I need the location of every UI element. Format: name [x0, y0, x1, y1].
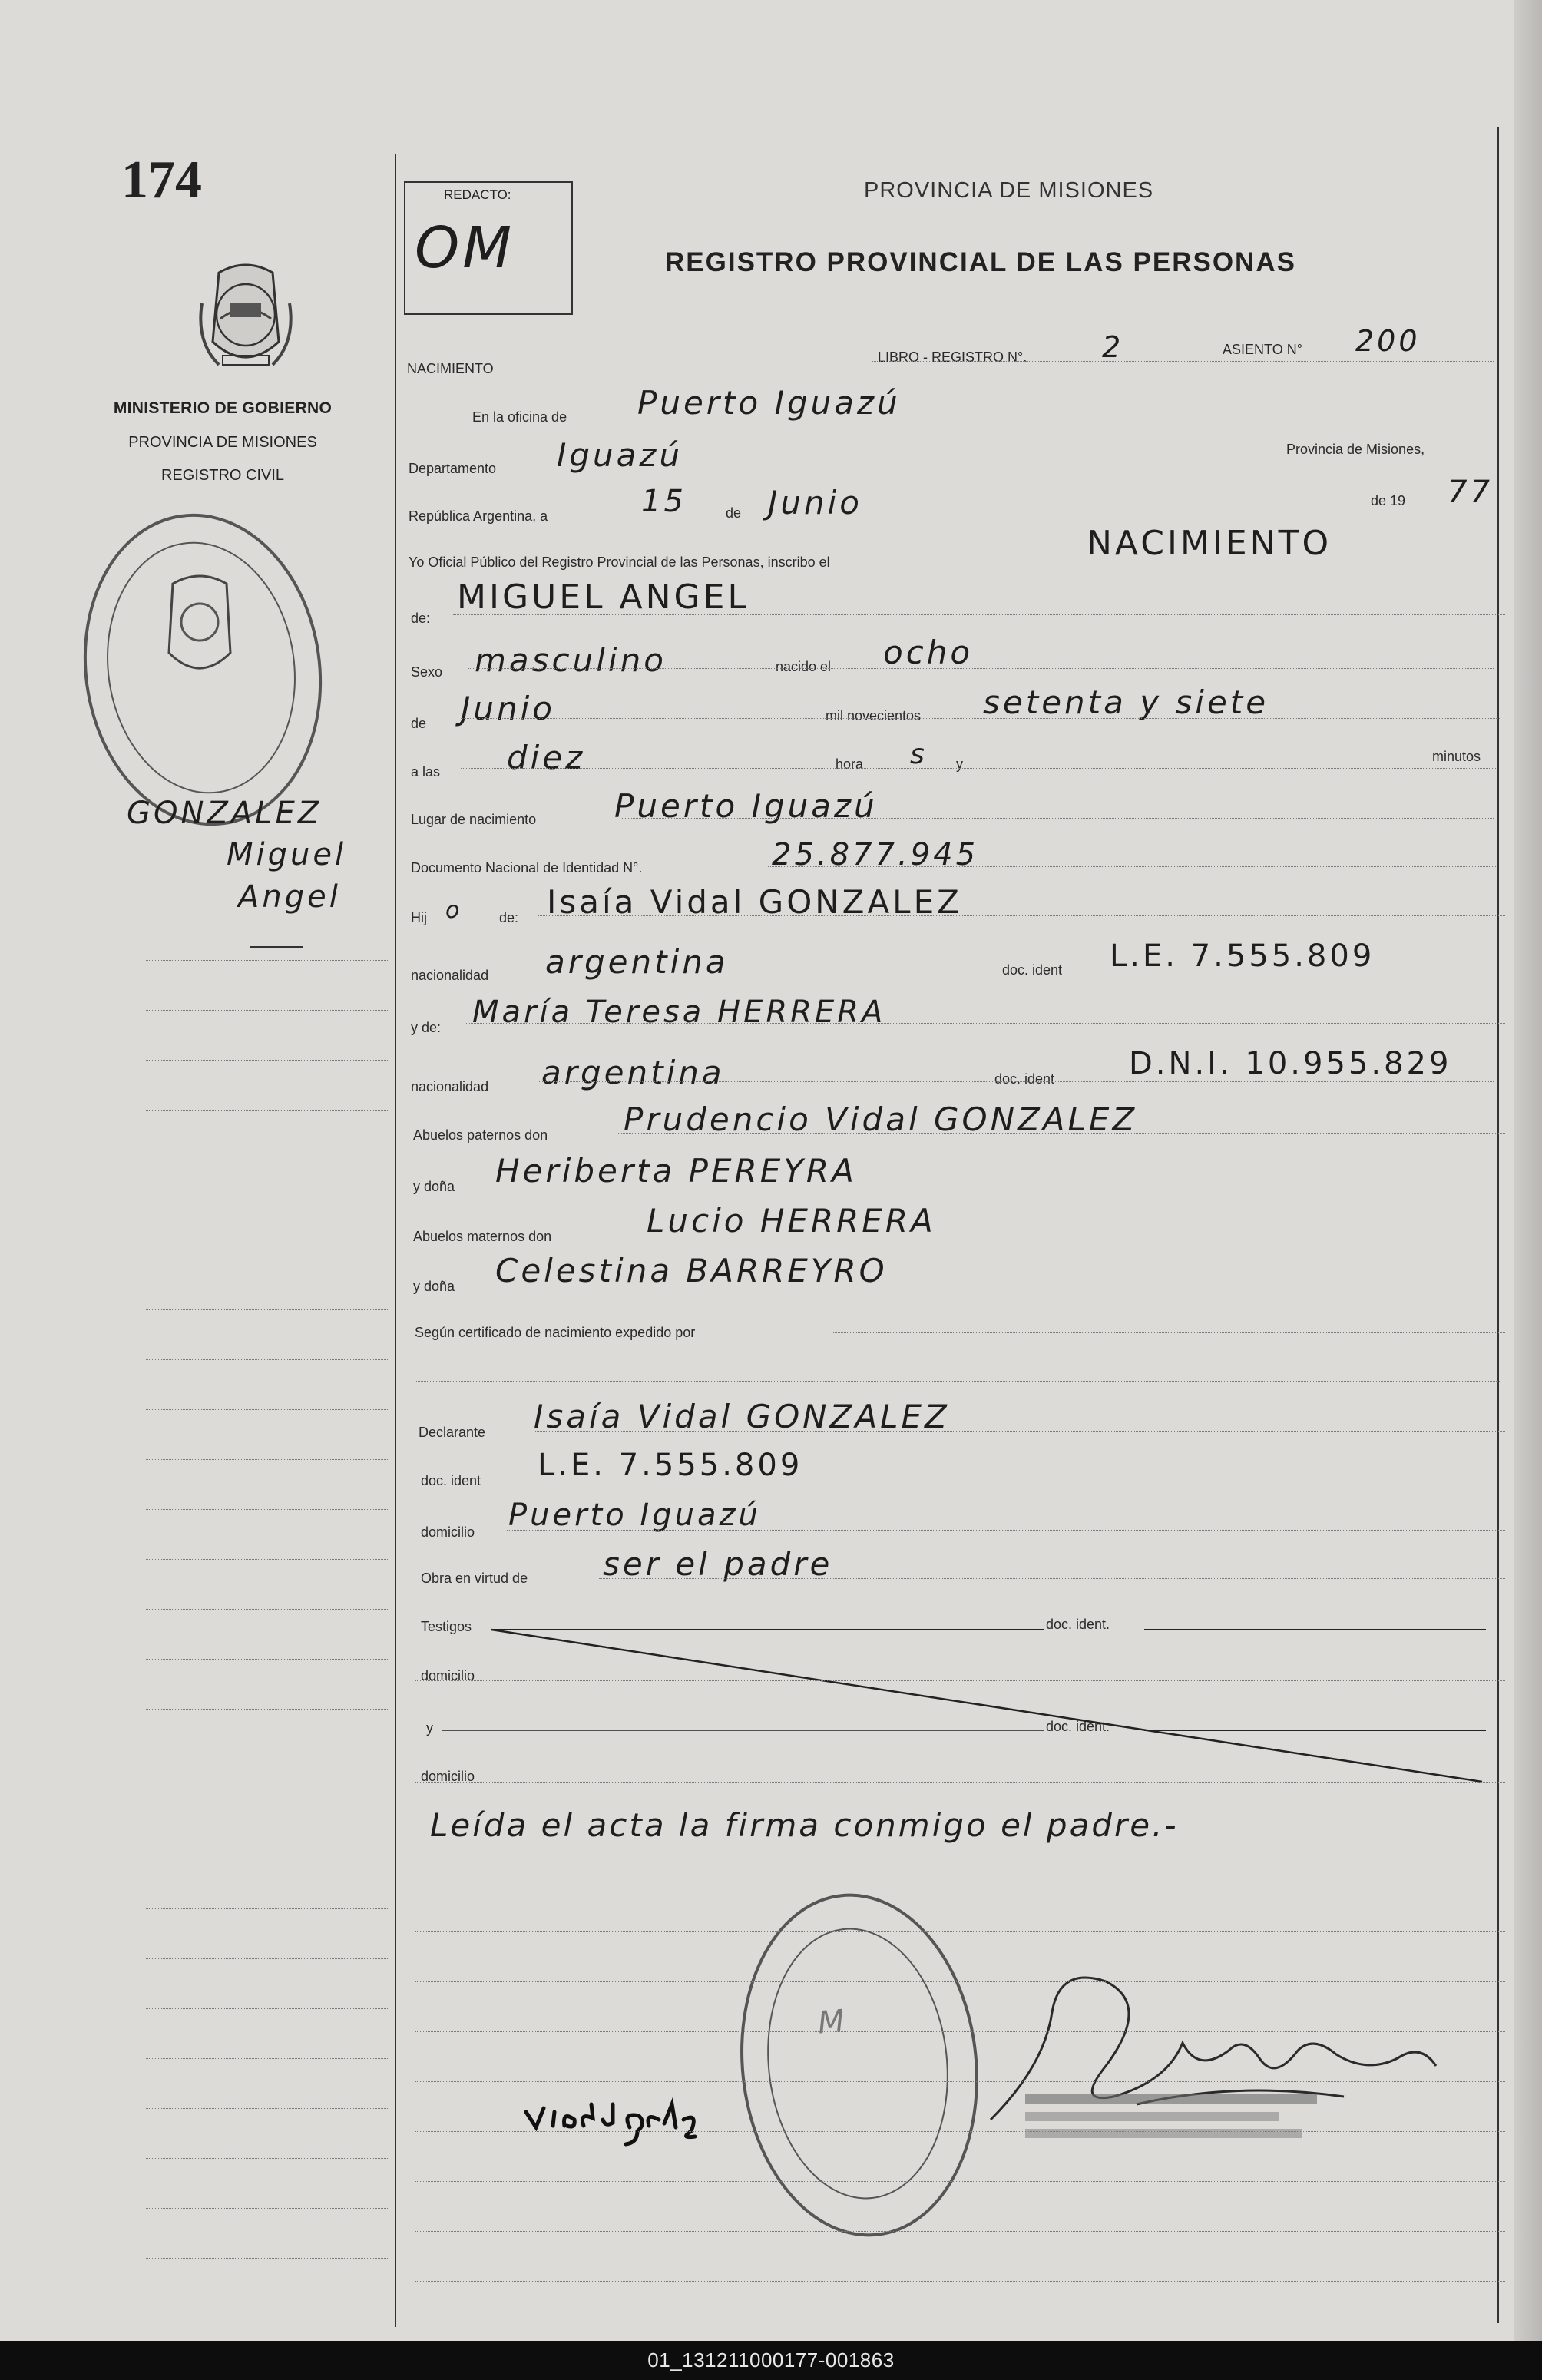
nombre-value: MIGUEL ANGEL [457, 578, 749, 617]
form-line [415, 2081, 1505, 2082]
nacido-anio-value: setenta y siete [983, 684, 1269, 721]
nacido-mes-value: Junio [461, 690, 555, 727]
left-column-rule [146, 1060, 388, 1061]
form-line [453, 614, 1505, 615]
de-mes-label: de [411, 716, 427, 731]
departamento-value: Iguazú [557, 436, 683, 474]
ab-mat-dona-label: y doña [413, 1279, 455, 1294]
form-line [599, 1578, 1505, 1579]
hora-s-value: s [910, 739, 928, 770]
left-column-rule [146, 1609, 388, 1610]
testigos-label: Testigos [421, 1619, 472, 1634]
ab-mat-label: Abuelos maternos don [413, 1229, 552, 1244]
hijo-de-label: de: [499, 910, 519, 925]
padre-value: Isaía Vidal GONZALEZ [547, 883, 962, 921]
y-label: y [956, 756, 963, 772]
padre-nac-label: nacionalidad [411, 968, 489, 983]
form-line [833, 1332, 1505, 1333]
madre-nac-value: argentina [541, 1054, 725, 1091]
form-line [461, 718, 1501, 719]
y-test-label: y [426, 1720, 433, 1736]
decl-doc-label: doc. ident [421, 1473, 481, 1488]
closing-text: Leída el acta la firma conmigo el padre.- [430, 1806, 1179, 1844]
form-line [415, 1981, 1505, 1982]
declarante-value: Isaía Vidal GONZALEZ [534, 1398, 950, 1435]
madre-doc-label: doc. ident [994, 1071, 1055, 1087]
redacto-label: REDACTO: [441, 187, 515, 203]
form-line [415, 2031, 1505, 2032]
sexo-value: masculino [475, 641, 667, 679]
ab-pat-dona-value: Heriberta PEREYRA [495, 1152, 857, 1190]
test2-dom-label: domicilio [421, 1769, 475, 1784]
margin-note-name2: Angel [238, 879, 341, 915]
test1-dom-label: domicilio [421, 1668, 475, 1683]
header-registry: REGISTRO PROVINCIAL DE LAS PERSONAS [665, 247, 1296, 277]
lugar-label: Lugar de nacimiento [411, 812, 537, 827]
mes-value: Junio [768, 484, 862, 521]
header-province: PROVINCIA DE MISIONES [864, 178, 1154, 203]
form-line [415, 1680, 1505, 1681]
declarante-signature [522, 2089, 722, 2150]
left-column-rule [146, 1309, 388, 1310]
record-type-label: NACIMIENTO [407, 361, 494, 376]
nacido-dia-value: ocho [883, 634, 974, 671]
obra-label: Obra en virtud de [421, 1571, 528, 1586]
obra-value: ser el padre [603, 1545, 833, 1583]
inscribo-value: NACIMIENTO [1087, 524, 1332, 563]
left-column-rule [146, 2208, 388, 2209]
left-column-rule [146, 1110, 388, 1111]
test2-doc-label: doc. ident. [1046, 1719, 1110, 1734]
form-line [768, 866, 1497, 867]
de-label: de [726, 505, 742, 521]
ab-pat-dona-label: y doña [413, 1179, 455, 1194]
redacto-initials: OM [415, 215, 515, 281]
form-line [538, 915, 1505, 916]
hijo-label: Hij [411, 910, 427, 925]
hora-label: hora [836, 756, 864, 772]
provincia-label: Provincia de Misiones, [1286, 442, 1425, 457]
ab-pat-don-value: Prudencio Vidal GONZALEZ [624, 1101, 1138, 1138]
left-column-rule [146, 2108, 388, 2109]
hijo-suffix: o [445, 897, 463, 924]
sexo-label: Sexo [411, 664, 443, 680]
form-line [415, 1381, 1501, 1382]
left-column-rule [146, 1010, 388, 1011]
dia-value: 15 [641, 484, 687, 519]
left-column-rule [146, 1709, 388, 1710]
departamento-label: Departamento [409, 461, 497, 476]
mil-label: mil novecientos [826, 708, 922, 723]
footer-code: 01_131211000177-001863 [647, 2349, 895, 2372]
left-column-rule [146, 2258, 388, 2259]
madre-doc-value: D.N.I. 10.955.829 [1129, 1046, 1452, 1081]
libro-value: 2 [1102, 330, 1124, 364]
dni-value: 25.877.945 [772, 837, 979, 872]
ministry-office: REGISTRO CIVIL [160, 467, 285, 484]
stamp-mark: M [816, 2003, 849, 2041]
left-column-rule [146, 1659, 388, 1660]
ministry-province: PROVINCIA DE MISIONES [128, 434, 317, 451]
minutos-label: minutos [1432, 749, 1481, 764]
left-column-rule [146, 2008, 388, 2009]
libro-label: LIBRO - REGISTRO N°. [878, 349, 1027, 365]
ab-pat-label: Abuelos paternos don [413, 1127, 548, 1143]
de-year-label: de 19 [1371, 493, 1406, 508]
decl-dom-label: domicilio [421, 1524, 475, 1540]
madre-nac-label: nacionalidad [411, 1079, 489, 1094]
form-line [415, 1931, 1505, 1932]
form-line [415, 2181, 1505, 2182]
form-line [468, 668, 1494, 669]
ab-mat-dona-value: Celestina BARREYRO [495, 1252, 888, 1289]
folio-number: 174 [121, 151, 202, 210]
madre-value: María Teresa HERRERA [472, 995, 886, 1030]
left-column-rule [146, 1509, 388, 1510]
de-name-label: de: [411, 611, 431, 626]
padre-doc-label: doc. ident [1002, 962, 1063, 978]
form-line [415, 1782, 1505, 1783]
oficina-value: Puerto Iguazú [637, 384, 901, 422]
form-line [507, 1530, 1505, 1531]
oficial-label: Yo Oficial Público del Registro Provincial de las Personas, inscribo el [409, 554, 830, 570]
form-line [465, 1023, 1505, 1024]
form-line [415, 2131, 1505, 2132]
decl-doc-value: L.E. 7.555.809 [538, 1448, 803, 1483]
test-doc-label: doc. ident. [1046, 1617, 1110, 1632]
left-column-rule [146, 1559, 388, 1560]
form-line [461, 768, 1497, 769]
form-line [622, 818, 1494, 819]
decl-dom-value: Puerto Iguazú [508, 1498, 761, 1533]
hora-value: diez [507, 739, 586, 776]
republica-label: República Argentina, a [409, 508, 548, 524]
certificado-label: Según certificado de nacimiento expedido por [415, 1325, 696, 1340]
left-column-rule [146, 1908, 388, 1909]
left-column-rule [146, 1409, 388, 1410]
lugar-value: Puerto Iguazú [614, 787, 878, 825]
ministry-title: MINISTERIO DE GOBIERNO [113, 399, 333, 417]
left-column-rule [146, 960, 388, 961]
form-line [538, 1081, 1494, 1082]
left-column-rule [146, 2058, 388, 2059]
ab-mat-don-value: Lucio HERRERA [647, 1202, 936, 1240]
left-column-rule [146, 1359, 388, 1360]
padre-nac-value: argentina [545, 943, 729, 981]
form-line [415, 2231, 1505, 2232]
form-line [415, 2281, 1505, 2282]
declarante-label: Declarante [419, 1425, 486, 1440]
padre-doc-value: L.E. 7.555.809 [1110, 938, 1375, 974]
left-column-rule [146, 1958, 388, 1959]
margin-note-name1: Miguel [227, 837, 347, 872]
asiento-label: ASIENTO N° [1223, 342, 1302, 357]
oficina-label: En la oficina de [472, 409, 567, 425]
left-column-rule [146, 1459, 388, 1460]
officer-stamp-block [1025, 2089, 1348, 2158]
form-line [618, 1133, 1505, 1134]
asiento-value: 200 [1355, 324, 1421, 358]
margin-note-surname: GONZALEZ [127, 796, 323, 831]
nacido-label: nacido el [776, 659, 832, 674]
left-column-rule [146, 2158, 388, 2159]
y-de-label: y de: [411, 1020, 442, 1035]
year-value: 77 [1448, 475, 1493, 510]
form-line [534, 1431, 1505, 1432]
form-line [872, 361, 1494, 362]
alas-label: a las [411, 764, 441, 780]
dni-label: Documento Nacional de Identidad N°. [411, 860, 643, 876]
